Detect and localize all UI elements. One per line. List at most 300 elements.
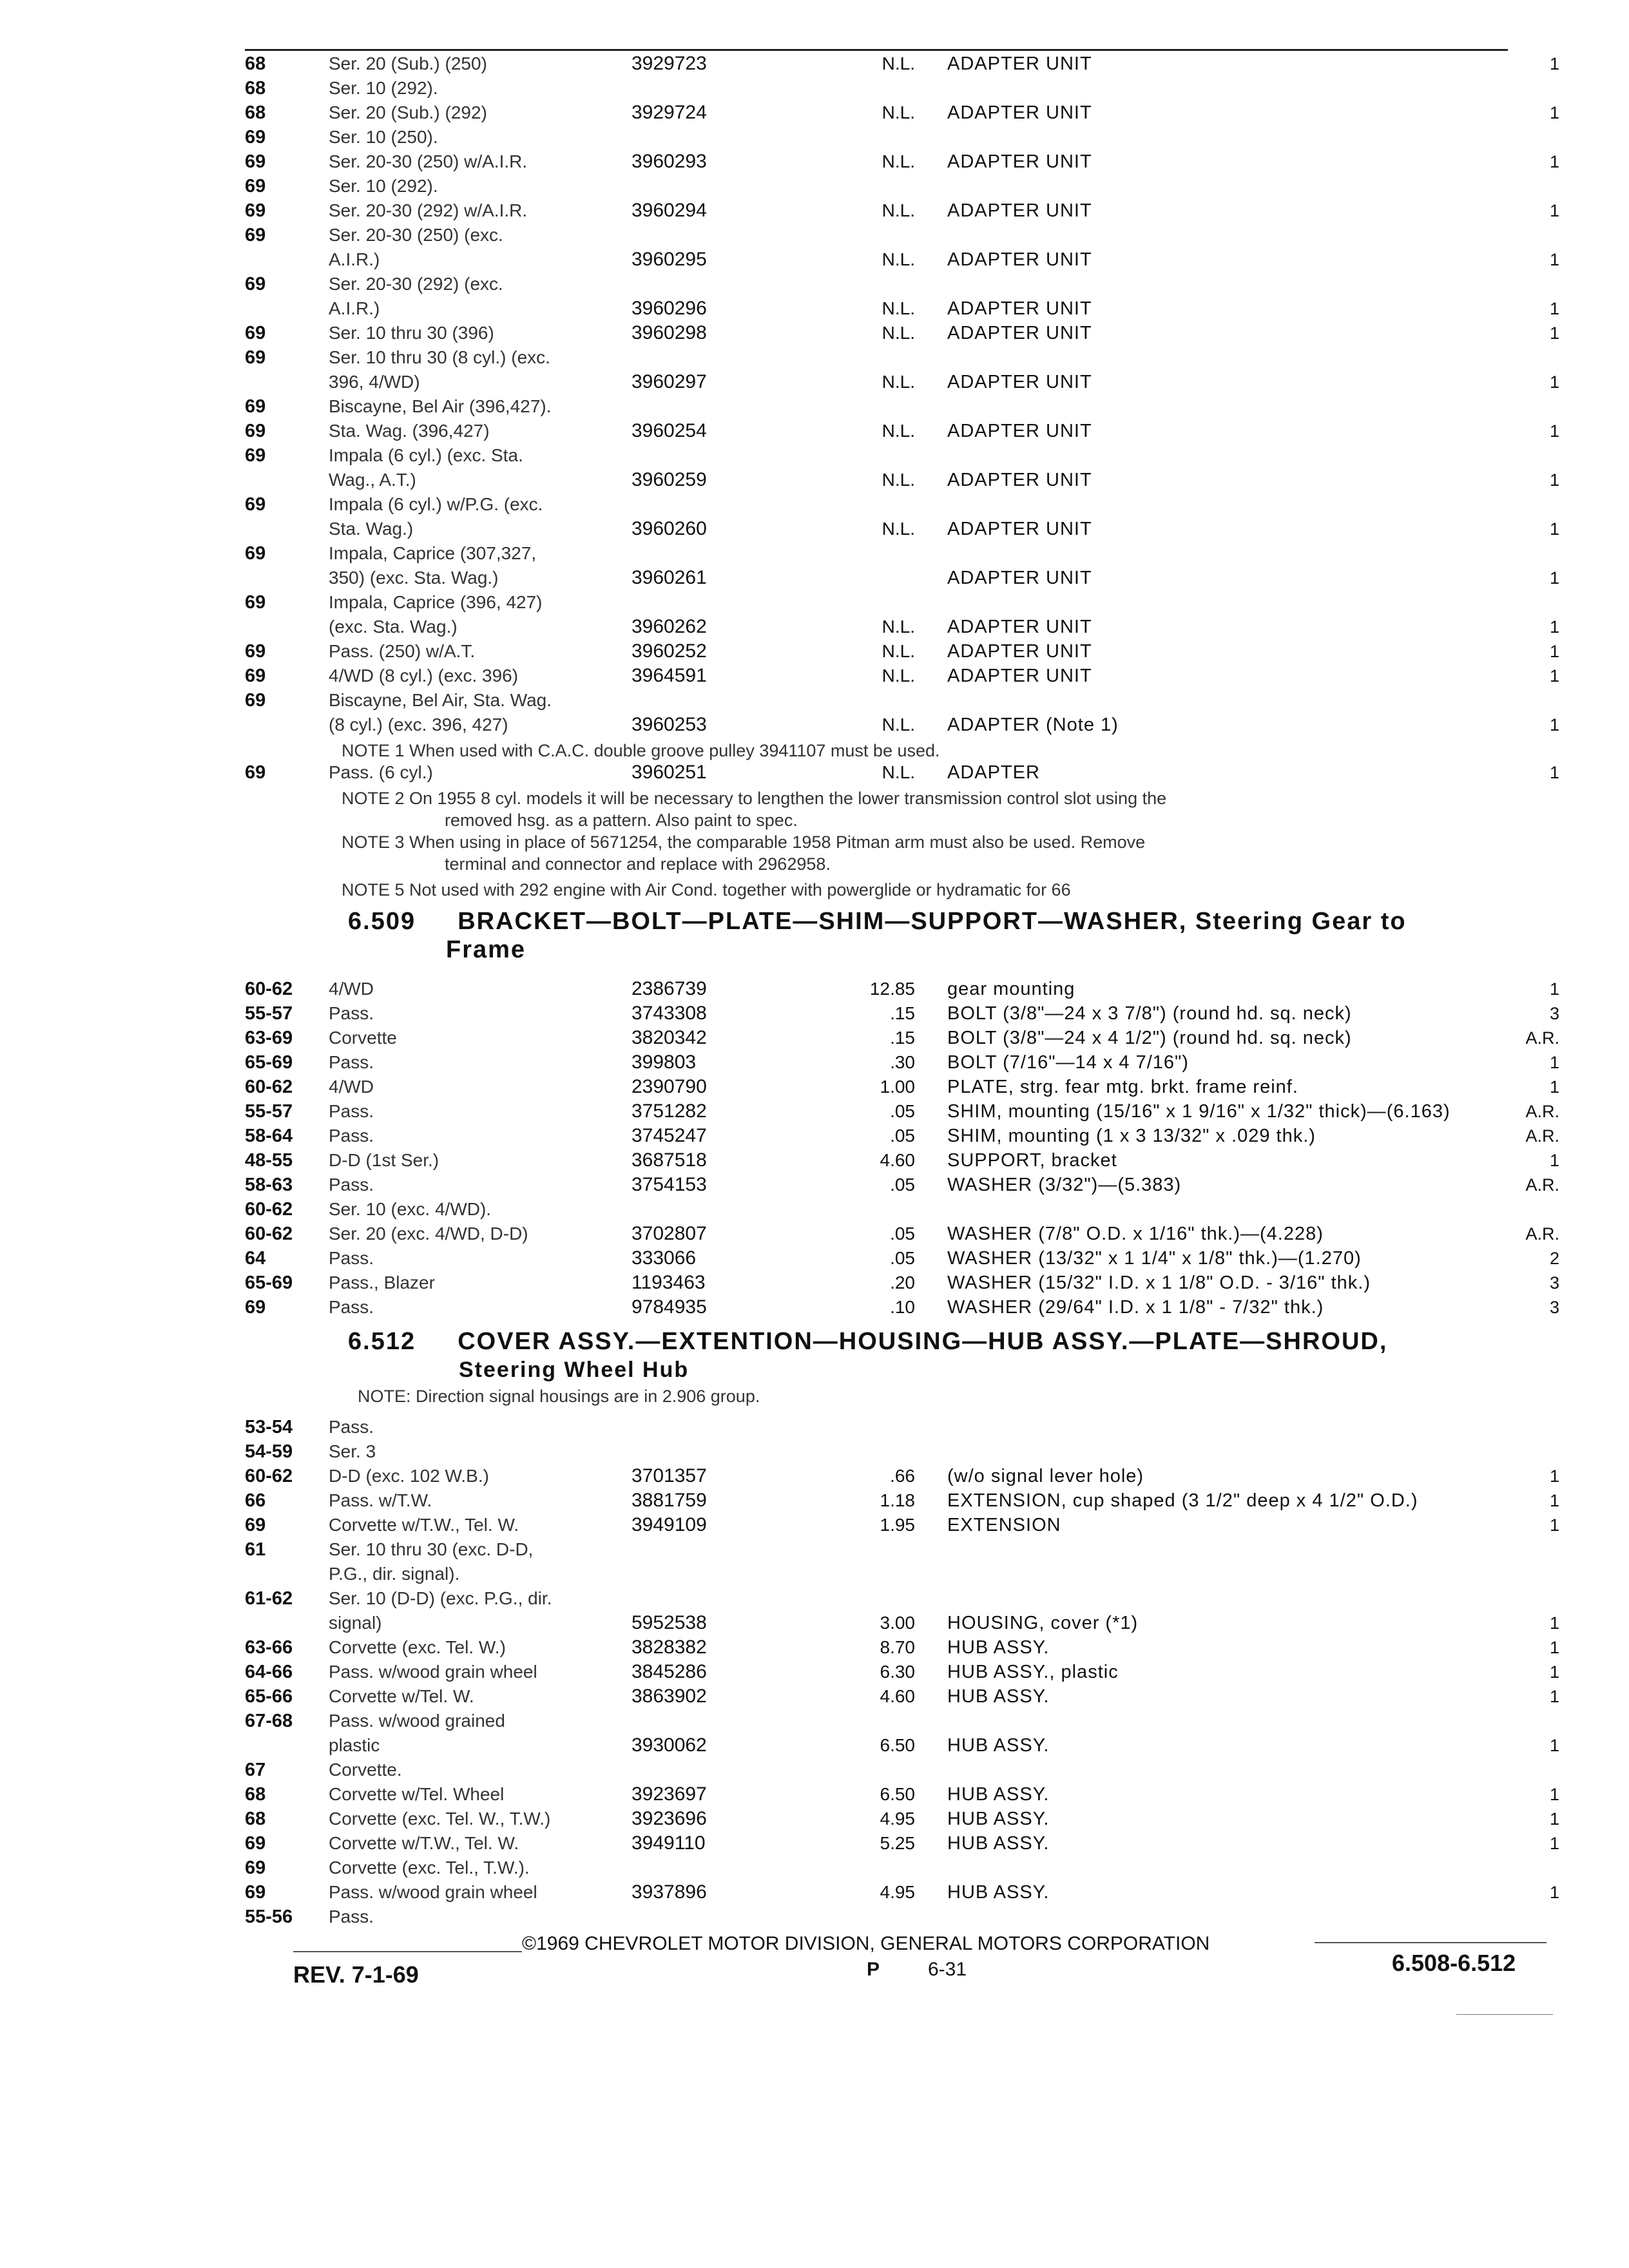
model-cell: (8 cyl.) (exc. 396, 427) [329, 715, 508, 735]
model-cell: Impala, Caprice (396, 427) [329, 592, 543, 612]
table-row [245, 1807, 1559, 1831]
price-cell: 12.85 [869, 979, 915, 999]
model-cell: Pass. [329, 1052, 374, 1072]
year-cell: 69 [245, 543, 266, 564]
table-row [245, 1831, 1559, 1856]
description-cell: HUB ASSY. [947, 1784, 1050, 1805]
year-cell: 53-54 [245, 1417, 293, 1437]
description-cell: PLATE, strg. fear mtg. brkt. frame reinf. [947, 1077, 1298, 1097]
model-cell: Impala (6 cyl.) (exc. Sta. [329, 445, 523, 465]
model-cell: Pass. [329, 1003, 374, 1023]
table-row [245, 1513, 1559, 1537]
part-number-cell: 3964591 [631, 665, 707, 686]
year-cell: 65-66 [245, 1686, 293, 1707]
year-cell: 69 [245, 690, 266, 711]
model-cell: Biscayne, Bel Air, Sta. Wag. [329, 690, 552, 710]
footer-rule-right [1315, 1942, 1547, 1943]
top-rule [245, 49, 1508, 51]
quantity-cell: 1 [1549, 201, 1559, 220]
model-cell: (exc. Sta. Wag.) [329, 617, 458, 637]
year-cell: 68 [245, 1809, 266, 1829]
model-cell: Sta. Wag.) [329, 519, 414, 539]
price-cell: 6.50 [880, 1735, 915, 1755]
model-cell: Pass. [329, 1248, 374, 1268]
price-cell: .30 [890, 1052, 915, 1072]
year-cell: 66 [245, 1490, 266, 1511]
year-cell: 55-57 [245, 1101, 293, 1122]
description-cell: gear mounting [947, 979, 1075, 999]
part-number-cell: 3960294 [631, 200, 707, 221]
year-cell: 69 [245, 445, 266, 466]
price-cell: .05 [890, 1101, 915, 1121]
price-cell: N.L. [882, 372, 915, 392]
quantity-cell: 1 [1549, 1613, 1559, 1633]
table-row [245, 1562, 1559, 1586]
quantity-cell: 1 [1549, 1077, 1559, 1097]
part-number-cell: 3960297 [631, 371, 707, 392]
price-cell: .05 [890, 1126, 915, 1146]
table-row [245, 1173, 1559, 1197]
table-row [245, 1635, 1559, 1660]
table-row [245, 688, 1559, 713]
table-row [245, 541, 1559, 566]
year-cell: 67 [245, 1760, 266, 1780]
quantity-cell: 1 [1549, 1834, 1559, 1853]
table-row [245, 615, 1559, 639]
price-cell: N.L. [882, 715, 915, 735]
description-cell: HUB ASSY. [947, 1882, 1050, 1903]
description-cell: ADAPTER UNIT [947, 372, 1092, 392]
quantity-cell: A.R. [1525, 1126, 1559, 1146]
description-cell: HUB ASSY. [947, 1686, 1050, 1707]
price-cell: .66 [890, 1466, 915, 1486]
note-2a: NOTE 2 On 1955 8 cyl. models it will be necessary to lengthen the lower transmission control slot using the [342, 789, 1167, 808]
quantity-cell: A.R. [1525, 1028, 1559, 1048]
year-cell: 54-59 [245, 1441, 293, 1462]
price-cell: 1.95 [880, 1515, 915, 1535]
table-row [245, 492, 1559, 517]
part-number-cell: 3960262 [631, 616, 707, 637]
price-cell: 4.95 [880, 1809, 915, 1829]
model-cell: Pass. [329, 1101, 374, 1121]
model-cell: Ser. 20 (Sub.) (292) [329, 102, 487, 122]
description-cell: HUB ASSY. [947, 1637, 1050, 1658]
table-row [245, 125, 1559, 149]
part-number-cell: 3687518 [631, 1149, 707, 1171]
model-cell: Pass. w/wood grained [329, 1711, 505, 1731]
part-number-cell: 3881759 [631, 1490, 707, 1511]
price-cell: 1.18 [880, 1490, 915, 1510]
table-row [245, 1271, 1559, 1295]
quantity-cell: 1 [1549, 715, 1559, 735]
quantity-cell: 3 [1549, 1273, 1559, 1293]
part-number-cell: 3929724 [631, 102, 707, 123]
model-cell: Wag., A.T.) [329, 470, 416, 490]
description-cell: ADAPTER UNIT [947, 200, 1092, 221]
part-number-cell: 3960261 [631, 567, 707, 588]
section-6509-title-cont: Frame [446, 936, 526, 963]
model-cell: Corvette w/T.W., Tel. W. [329, 1515, 519, 1535]
table-row [245, 1001, 1559, 1026]
description-cell: ADAPTER [947, 762, 1040, 783]
quantity-cell: 3 [1549, 1004, 1559, 1023]
year-cell: 60-62 [245, 1199, 293, 1220]
table-row [245, 1856, 1559, 1880]
part-number-cell: 5952538 [631, 1612, 707, 1633]
model-cell: Pass. (6 cyl.) [329, 762, 433, 782]
description-cell: ADAPTER (Note 1) [947, 715, 1119, 735]
price-cell: 6.50 [880, 1784, 915, 1804]
model-cell: signal) [329, 1613, 382, 1633]
model-cell: 4/WD [329, 979, 374, 999]
year-cell: 69 [245, 592, 266, 613]
part-number-cell: 3845286 [631, 1661, 707, 1682]
table-row [245, 1464, 1559, 1488]
table-row [245, 590, 1559, 615]
description-cell: ADAPTER UNIT [947, 323, 1092, 343]
table-row [245, 1586, 1559, 1611]
part-number-cell: 3820342 [631, 1027, 707, 1048]
description-cell: HUB ASSY. [947, 1735, 1050, 1756]
table-row [245, 1439, 1559, 1464]
part-number-cell: 399803 [631, 1052, 697, 1073]
year-cell: 58-64 [245, 1126, 293, 1146]
year-cell: 69 [245, 151, 266, 172]
description-cell: BOLT (3/8"—24 x 4 1/2") (round hd. sq. neck) [947, 1028, 1352, 1048]
section-6512-title: COVER ASSY.—EXTENTION—HOUSING—HUB ASSY.—PLATE—SHROUD, [458, 1328, 1388, 1355]
model-cell: Impala (6 cyl.) w/P.G. (exc. [329, 494, 543, 514]
year-cell: 60-62 [245, 1466, 293, 1486]
year-cell: 68 [245, 53, 266, 74]
price-cell: N.L. [882, 666, 915, 686]
price-cell: N.L. [882, 470, 915, 490]
quantity-cell: 1 [1549, 1515, 1559, 1535]
part-number-cell: 3702807 [631, 1223, 707, 1244]
year-cell: 63-66 [245, 1637, 293, 1658]
description-cell: HUB ASSY. [947, 1833, 1050, 1854]
model-cell: Pass. [329, 1417, 374, 1437]
price-cell: 6.30 [880, 1662, 915, 1682]
corner-mark [1456, 2014, 1553, 2015]
quantity-cell: 1 [1549, 1151, 1559, 1170]
quantity-cell: 1 [1549, 1809, 1559, 1829]
part-number-cell: 3701357 [631, 1465, 707, 1486]
year-cell: 68 [245, 78, 266, 99]
model-cell: Ser. 20-30 (250) (exc. [329, 225, 503, 245]
part-number-cell: 1193463 [631, 1272, 706, 1293]
model-cell: 350) (exc. Sta. Wag.) [329, 568, 499, 588]
section-6509-header [348, 907, 1572, 936]
model-cell: A.I.R.) [329, 249, 380, 269]
part-number-cell: 3960251 [631, 762, 707, 783]
table-row [245, 1415, 1559, 1439]
price-cell: 4.60 [880, 1150, 915, 1170]
price-cell: N.L. [882, 519, 915, 539]
price-cell: N.L. [882, 421, 915, 441]
model-cell: Ser. 10 (292). [329, 176, 438, 196]
model-cell: Impala, Caprice (307,327, [329, 543, 537, 563]
model-cell: Corvette [329, 1028, 397, 1048]
part-number-cell: 3960298 [631, 322, 707, 343]
model-cell: P.G., dir. signal). [329, 1564, 460, 1584]
year-cell: 69 [245, 762, 266, 783]
quantity-cell: 1 [1549, 519, 1559, 539]
table-row [245, 1197, 1559, 1222]
part-number-cell: 3937896 [631, 1881, 707, 1903]
model-cell: Corvette w/Tel. W. [329, 1686, 474, 1706]
part-number-cell: 3930062 [631, 1735, 707, 1756]
table-row [245, 149, 1559, 174]
part-number-cell: 3754153 [631, 1174, 707, 1195]
part-number-cell: 3960293 [631, 151, 707, 172]
page-letter: P [867, 1959, 880, 1980]
price-cell: .05 [890, 1224, 915, 1244]
year-cell: 55-56 [245, 1907, 293, 1927]
model-cell: Ser. 10 thru 30 (396) [329, 323, 494, 343]
quantity-cell: 1 [1549, 617, 1559, 637]
footer-rule-left [293, 1951, 522, 1952]
description-cell: BOLT (3/8"—24 x 3 7/8") (round hd. sq. neck) [947, 1003, 1352, 1024]
table-row [245, 1148, 1559, 1173]
quantity-cell: 1 [1549, 1736, 1559, 1755]
table-row [245, 52, 1559, 76]
year-cell: 69 [245, 176, 266, 197]
year-cell: 64 [245, 1248, 266, 1269]
year-cell: 69 [245, 1515, 266, 1535]
price-cell: 3.00 [880, 1613, 915, 1633]
model-cell: Ser. 10 (292). [329, 78, 438, 98]
model-cell: Ser. 10 thru 30 (exc. D-D, [329, 1539, 534, 1559]
table-row [245, 443, 1559, 468]
part-number-cell: 3960295 [631, 249, 707, 270]
table-row [245, 345, 1559, 370]
model-cell: Ser. 10 (exc. 4/WD). [329, 1199, 492, 1219]
description-cell: HUB ASSY. [947, 1809, 1050, 1829]
year-cell: 69 [245, 1833, 266, 1854]
quantity-cell: 1 [1549, 152, 1559, 171]
model-cell: Corvette (exc. Tel., T.W.). [329, 1858, 530, 1878]
revision-date: REV. 7-1-69 [293, 1961, 419, 1988]
table-row [245, 1611, 1559, 1635]
quantity-cell: 1 [1549, 323, 1559, 343]
description-cell: SHIM, mounting (1 x 3 13/32" x .029 thk.) [947, 1126, 1316, 1146]
table-row [245, 1782, 1559, 1807]
description-cell: ADAPTER UNIT [947, 641, 1092, 662]
table-row [245, 468, 1559, 492]
table-row [245, 1709, 1559, 1733]
description-cell: ADAPTER UNIT [947, 421, 1092, 441]
price-cell: .20 [890, 1273, 915, 1293]
quantity-cell: 1 [1549, 642, 1559, 661]
part-number-cell: 3960253 [631, 714, 707, 735]
part-number-cell: 2390790 [631, 1076, 707, 1097]
model-cell: Pass. w/T.W. [329, 1490, 432, 1510]
page-number: 6-31 [928, 1959, 967, 1980]
part-number-cell: 3960260 [631, 518, 707, 539]
description-cell: ADAPTER UNIT [947, 53, 1092, 74]
quantity-cell: 1 [1549, 1491, 1559, 1510]
note-3a: NOTE 3 When using in place of 5671254, the comparable 1958 Pitman arm must also be used. Remove [342, 832, 1146, 852]
table-row [245, 101, 1559, 125]
table-row [245, 517, 1559, 541]
table-row [245, 223, 1559, 247]
model-cell: Ser. 20-30 (250) w/A.I.R. [329, 151, 528, 171]
year-cell: 64-66 [245, 1662, 293, 1682]
description-cell: HUB ASSY., plastic [947, 1662, 1119, 1682]
year-cell: 58-63 [245, 1175, 293, 1195]
note-3b: terminal and connector and replace with 2962958. [445, 854, 831, 874]
model-cell: Ser. 10 thru 30 (8 cyl.) (exc. [329, 347, 550, 367]
price-cell: .10 [890, 1297, 915, 1317]
table-row [245, 296, 1559, 321]
table-row [245, 198, 1559, 223]
section-6512-number: 6.512 [348, 1328, 416, 1355]
table-row [245, 419, 1559, 443]
model-cell: Biscayne, Bel Air (396,427). [329, 396, 552, 416]
price-cell: .05 [890, 1248, 915, 1268]
price-cell: N.L. [882, 249, 915, 269]
model-cell: Pass. [329, 1297, 374, 1317]
year-cell: 69 [245, 225, 266, 245]
description-cell: SUPPORT, bracket [947, 1150, 1117, 1171]
table-row [245, 1537, 1559, 1562]
year-cell: 69 [245, 274, 266, 294]
model-cell: Sta. Wag. (396,427) [329, 421, 490, 441]
table-row [245, 1758, 1559, 1782]
part-number-cell: 3745247 [631, 1125, 707, 1146]
year-cell: 69 [245, 200, 266, 221]
model-cell: Ser. 10 (D-D) (exc. P.G., dir. [329, 1588, 552, 1608]
part-number-cell: 3923697 [631, 1783, 707, 1805]
quantity-cell: 1 [1549, 568, 1559, 588]
price-cell: .15 [890, 1003, 915, 1023]
description-cell: EXTENSION [947, 1515, 1061, 1535]
quantity-cell: 1 [1549, 1687, 1559, 1706]
model-cell: Pass. [329, 1126, 374, 1146]
description-cell: HOUSING, cover (*1) [947, 1613, 1139, 1633]
part-number-cell: 2386739 [631, 978, 707, 999]
description-cell: ADAPTER UNIT [947, 249, 1092, 270]
model-cell: Ser. 10 (250). [329, 127, 438, 147]
year-cell: 48-55 [245, 1150, 293, 1171]
model-cell: 4/WD (8 cyl.) (exc. 396) [329, 666, 519, 686]
table-row [245, 247, 1559, 272]
description-cell: ADAPTER UNIT [947, 519, 1092, 539]
quantity-cell: 1 [1549, 372, 1559, 392]
model-cell: Pass. w/wood grain wheel [329, 1882, 537, 1902]
model-cell: Pass. [329, 1175, 374, 1195]
description-cell: WASHER (29/64" I.D. x 1 1/8" - 7/32" thk.) [947, 1297, 1324, 1318]
model-cell: D-D (1st Ser.) [329, 1150, 439, 1170]
quantity-cell: 1 [1549, 1785, 1559, 1804]
price-cell: 4.95 [880, 1882, 915, 1902]
price-cell: 4.60 [880, 1686, 915, 1706]
model-cell: Pass. (250) w/A.T. [329, 641, 476, 661]
model-cell: Ser. 20 (Sub.) (250) [329, 53, 487, 73]
table-row [245, 977, 1559, 1001]
year-cell: 69 [245, 1858, 266, 1878]
model-cell: Corvette. [329, 1760, 402, 1780]
model-cell: Pass., Blazer [329, 1273, 435, 1293]
model-cell: 4/WD [329, 1077, 374, 1097]
year-cell: 60-62 [245, 1077, 293, 1097]
price-cell: .15 [890, 1028, 915, 1048]
part-number-cell: 9784935 [631, 1296, 707, 1318]
part-number-cell: 3863902 [631, 1686, 707, 1707]
table-row [245, 394, 1559, 419]
description-cell: EXTENSION, cup shaped (3 1/2" deep x 4 1/2" O.D.) [947, 1490, 1418, 1511]
quantity-cell: A.R. [1525, 1102, 1559, 1121]
part-number-cell: 3929723 [631, 53, 707, 74]
table-row [245, 76, 1559, 101]
quantity-cell: A.R. [1525, 1224, 1559, 1244]
model-cell: Corvette (exc. Tel. W., T.W.) [329, 1809, 551, 1829]
price-cell: .05 [890, 1175, 915, 1195]
part-number-cell: 3960252 [631, 640, 707, 662]
price-cell: N.L. [882, 641, 915, 661]
quantity-cell: 1 [1549, 54, 1559, 73]
price-cell: 1.00 [880, 1077, 915, 1097]
table-row [245, 321, 1559, 345]
part-number-cell: 3828382 [631, 1637, 707, 1658]
part-number-cell: 333066 [631, 1247, 697, 1269]
quantity-cell: 1 [1549, 470, 1559, 490]
part-number-cell: 3960254 [631, 420, 707, 441]
table-row [245, 1684, 1559, 1709]
year-cell: 63-69 [245, 1028, 293, 1048]
year-cell: 61-62 [245, 1588, 293, 1609]
quantity-cell: 1 [1549, 250, 1559, 269]
description-cell: ADAPTER UNIT [947, 568, 1092, 588]
description-cell: ADAPTER UNIT [947, 470, 1092, 490]
table-row [245, 639, 1559, 664]
quantity-cell: A.R. [1525, 1175, 1559, 1195]
quantity-cell: 1 [1549, 299, 1559, 318]
model-cell: Corvette (exc. Tel. W.) [329, 1637, 506, 1657]
model-cell: Pass. w/wood grain wheel [329, 1662, 537, 1682]
quantity-cell: 1 [1549, 1466, 1559, 1486]
price-cell: N.L. [882, 323, 915, 343]
part-number-cell: 3960296 [631, 298, 707, 319]
quantity-cell: 1 [1549, 421, 1559, 441]
table-row [245, 1124, 1559, 1148]
model-cell: Pass. [329, 1907, 374, 1927]
price-cell: N.L. [882, 298, 915, 318]
quantity-cell: 1 [1549, 979, 1559, 999]
price-cell: N.L. [882, 151, 915, 171]
model-cell: Ser. 20-30 (292) (exc. [329, 274, 503, 294]
model-cell: D-D (exc. 102 W.B.) [329, 1466, 489, 1486]
table-row [245, 1026, 1559, 1050]
price-cell: 8.70 [880, 1637, 915, 1657]
year-cell: 69 [245, 127, 266, 148]
quantity-cell: 3 [1549, 1298, 1559, 1317]
part-number-cell: 3960259 [631, 469, 707, 490]
price-cell: N.L. [882, 617, 915, 637]
part-number-cell: 3949109 [631, 1514, 707, 1535]
part-number-cell: 3923696 [631, 1808, 707, 1829]
description-cell: BOLT (7/16"—14 x 4 7/16") [947, 1052, 1189, 1073]
table-row [245, 1660, 1559, 1684]
year-cell: 60-62 [245, 979, 293, 999]
model-cell: Ser. 20-30 (292) w/A.I.R. [329, 200, 528, 220]
model-cell: Ser. 3 [329, 1441, 376, 1461]
year-cell: 61 [245, 1539, 266, 1560]
note-2b: removed hsg. as a pattern. Also paint to spec. [445, 811, 798, 830]
model-cell: Corvette w/T.W., Tel. W. [329, 1833, 519, 1853]
price-cell: N.L. [882, 762, 915, 782]
section-6508-extra-row [245, 760, 1559, 785]
